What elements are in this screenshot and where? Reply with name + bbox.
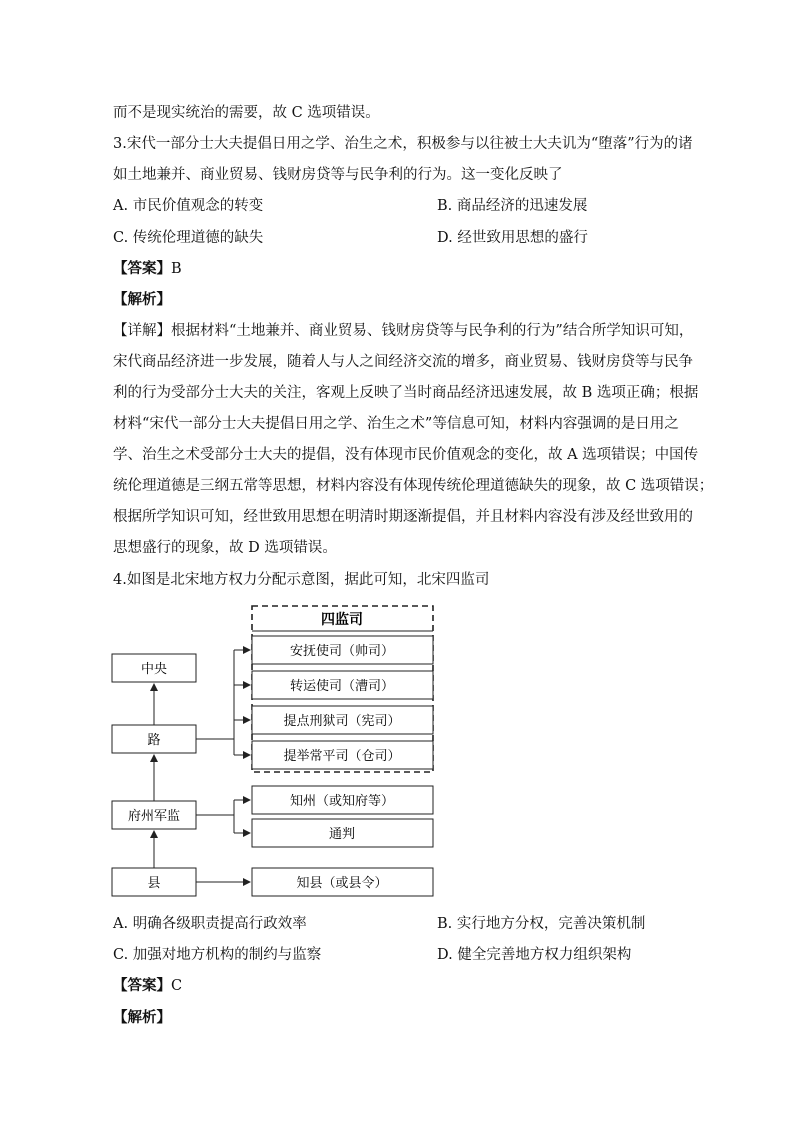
question-4-option-a: A. 明确各级职责提高行政效率: [113, 916, 307, 932]
question-3-option-c: C. 传统伦理道德的缺失: [113, 230, 264, 246]
question-3-detail-line-8: 思想盛行的现象，故 D 选项错误。: [113, 540, 337, 556]
question-4-analysis-label: 【解析】: [113, 1009, 171, 1026]
fuzhou-label-1: 知州（或知府等）: [289, 794, 395, 809]
jiansi-label-3: 提点刑狱司（宪司）: [283, 714, 401, 729]
question-4-option-b: B. 实行地方分权，完善决策机制: [437, 916, 646, 932]
label-central: 中央: [140, 662, 168, 677]
jiansi-label-1: 安抚使司（帅司）: [289, 644, 395, 659]
question-3-detail-line-3: 利的行为受部分士大夫的关注，客观上反映了当时商品经济迅速发展，故 B 选项正确；根据: [113, 385, 699, 401]
question-3-detail-line-2: 宋代商品经济进一步发展，随着人与人之间经济交流的增多，商业贸易、钱财房贷等与民争: [113, 354, 693, 370]
question-4-stem: 4.如图是北宋地方权力分配示意图，据此可知，北宋四监司: [113, 572, 490, 588]
question-3-analysis-label: 【解析】: [113, 291, 171, 308]
question-3-detail-line-4: 材料“宋代一部分士大夫提倡日用之学、治生之术”等信息可知，材料内容强调的是日用之: [113, 416, 679, 432]
xian-label-1: 知县（或县令）: [296, 876, 388, 891]
question-3-option-d: D. 经世致用思想的盛行: [437, 230, 588, 246]
jiansi-label-4: 提举常平司（仓司）: [283, 749, 401, 764]
previous-explanation-tail: 而不是现实统治的需要，故 C 选项错误。: [113, 105, 380, 121]
question-4-option-d: D. 健全完善地方权力组织架构: [437, 947, 632, 963]
question-3-detail-line-1: 【详解】根据材料“土地兼并、商业贸易、钱财房贷等与民争利的行为”结合所学知识可知，: [113, 323, 694, 339]
answer-value: B: [171, 261, 182, 277]
jiansi-label-2: 转运使司（漕司）: [289, 679, 395, 694]
question-4-answer: [113, 976, 681, 996]
answer-value: C: [171, 978, 183, 994]
question-3-detail-line-5: 学、治生之术受部分士大夫的提倡，没有体现市民价值观念的变化，故 A 选项错误；中国传: [113, 447, 699, 463]
label-fuzhou: 府州军监: [127, 809, 181, 824]
jiansi-group-title: 四监司: [321, 612, 363, 628]
question-3-option-b: B. 商品经济的迅速发展: [437, 198, 588, 214]
question-3-detail-line-7: 根据所学知识可知，经世致用思想在明清时期逐渐提倡，并且材料内容没有涉及经世致用的: [113, 509, 693, 525]
question-4-option-c: C. 加强对地方机构的制约与监察: [113, 947, 322, 963]
question-3-option-a: A. 市民价值观念的转变: [113, 198, 264, 214]
answer-label: 【答案】: [113, 260, 171, 277]
label-xian: 县: [147, 876, 161, 891]
answer-label: 【答案】: [113, 977, 171, 994]
label-lu: 路: [147, 733, 161, 748]
question-3-stem-line-1: 3.宋代一部分士大夫提倡日用之学、治生之术，积极参与以往被士大夫讥为“堕落”行为的诸: [113, 136, 693, 152]
question-3-detail-line-6: 统伦理道德是三纲五常等思想，材料内容没有体现传统伦理道德缺失的现象，故 C 选项错误；: [113, 478, 714, 494]
fuzhou-label-2: 通判: [328, 827, 356, 842]
question-3-stem-line-2: 如土地兼并、商业贸易、钱财房贷等与民争利的行为。这一变化反映了: [113, 167, 563, 183]
